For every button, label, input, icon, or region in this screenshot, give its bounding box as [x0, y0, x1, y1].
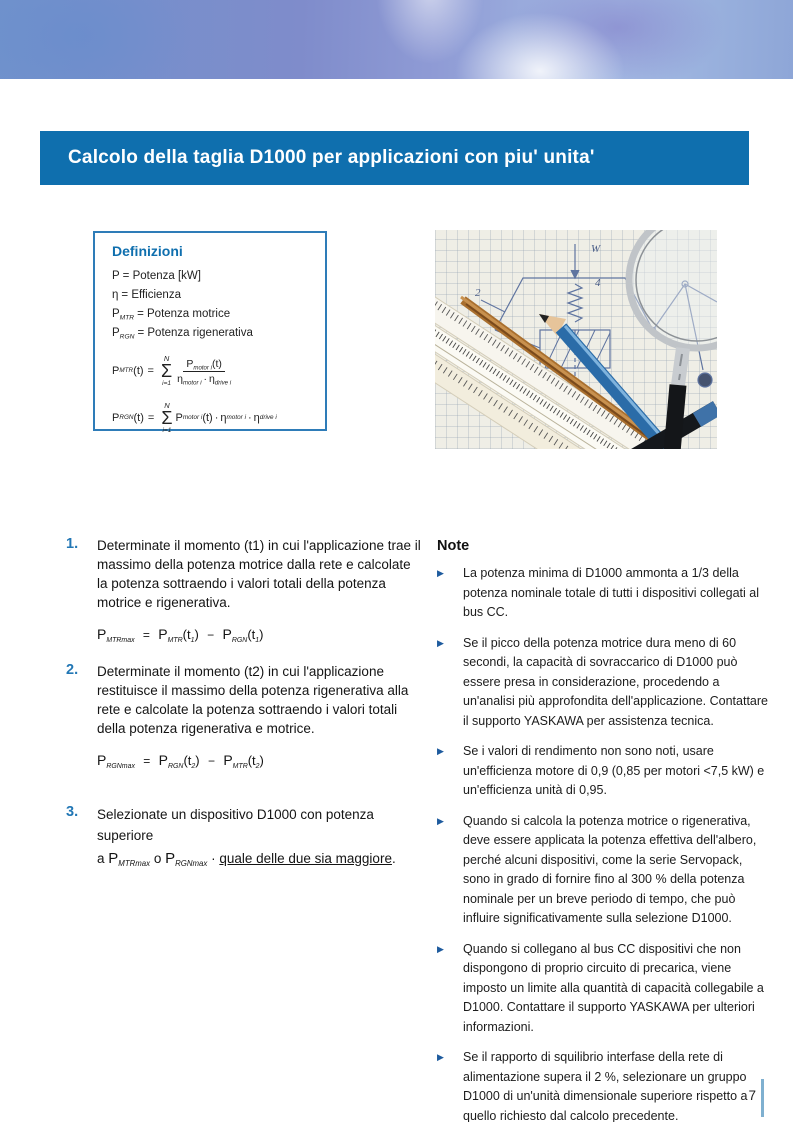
definitions-box: [93, 231, 327, 434]
triangle-bullet-icon: ▶: [437, 637, 444, 648]
definition-line: P = Potenza [kW]: [112, 270, 201, 282]
step-text: Selezionate un dispositivo D1000 con potenza superiore: [97, 807, 374, 843]
note-item: [437, 1048, 769, 1122]
page-number: 7: [748, 1088, 756, 1103]
triangle-bullet-icon: ▶: [437, 568, 444, 578]
step-number: 2.: [66, 662, 79, 678]
note-text: La potenza minima di D1000 ammonta a 1/3 della potenza nominale totale di tutti i dispositivi collegati al bus CC.: [463, 566, 760, 619]
step-item-2: [66, 662, 422, 771]
step-item-3: [66, 804, 422, 869]
triangle-bullet-icon: ▶: [437, 746, 444, 756]
svg-text:W: W: [591, 243, 601, 255]
triangle-bullet-icon: ▶: [437, 815, 444, 826]
step-text: Determinate il momento (t1) in cui l'applicazione trae il massimo della potenza motrice dalla rete e calcolate la potenza sottraendo i valori totali della potenza motrice e rigenerativa.: [97, 538, 421, 610]
definitions-title: Definizioni: [112, 243, 183, 259]
note-text: Se i valori di rendimento non sono noti, usare un'efficienza motore di 0,9 (0,85 per motori <7,5 kW) e un'efficienza unità di 0,95.: [463, 744, 765, 797]
notes-title: Note: [437, 538, 470, 554]
note-item: [437, 634, 769, 732]
note-text: Se il rapporto di squilibrio interfase della rete di alimentazione supera il 2 %, selezionare un gruppo D1000 di un'unità dimensionale superiore rispetto a quello richiesto dal calcolo precedente.: [463, 1050, 748, 1122]
step-formula: $P_{MTRmax} = P_{MTR}(t_1) - P_{RGN}(t_1)$: [97, 626, 264, 644]
svg-text:2: 2: [475, 287, 481, 299]
summation-symbol: N Σ i=1: [160, 353, 173, 387]
sketch-photo: [435, 230, 717, 449]
page-title-bar: [40, 131, 749, 185]
step-number: 3.: [66, 804, 79, 820]
fraction: $\frac{P_{motor i}(t)}{\eta_{motor i} \cdot \eta_{drive i}}$: [177, 357, 232, 386]
underlined-phrase: quale delle due sia maggiore: [219, 851, 392, 866]
step-formula: $P_{RGNmax} = P_{RGN}(t_2) - P_{MTR}(t_2)$: [97, 752, 264, 770]
notes-section: [437, 538, 769, 1122]
summation-symbol: N Σ i=1: [161, 400, 173, 434]
step-text-formula-line: a $P_{MTRmax}$ o $P_{RGNmax}$ · quale delle due sia maggiore.: [97, 850, 396, 869]
sketch-annotations: [475, 243, 601, 328]
note-text: Se il picco della potenza motrice dura meno di 60 secondi, la capacità di sovraccarico di D1000 può essere presa in considerazione, procedendo a un'analisi più approfondita dell'applicazione. Contattare il supporto YASKAWA per assistenza tecnica.: [463, 635, 768, 728]
note-item: [437, 812, 769, 929]
footer-accent-bar: [761, 1079, 764, 1117]
step-number: 1.: [66, 536, 79, 552]
definition-line: η = Efficienza: [112, 289, 181, 301]
formula-pmtr: P MTR (t) = N Σ i=1 $\frac{P_{motor i}(t)}{\eta_{motor i} \cdot \eta_{drive i}}$: [112, 353, 232, 387]
note-item: [437, 940, 769, 1038]
definition-line: $P_{RGN}$ = Potenza rigenerativa: [112, 327, 253, 341]
formula-prgn: P RGN (t) = N Σ i=1 P motor i (t) · η motor i · η drive i: [112, 400, 277, 434]
page-title: Calcolo della taglia D1000 per applicazioni con piu' unita': [68, 147, 595, 168]
note-text: Quando si collegano al bus CC dispositivi che non dispongono di proprio circuito di precarica, viene imposto un limite alla quantità di capacità collegabile a D1000. Contattare il supporto YASKAWA per ulteriori informazioni.: [463, 941, 764, 1034]
triangle-bullet-icon: ▶: [437, 1052, 444, 1062]
definition-line: $P_{MTR}$ = Potenza motrice: [112, 308, 231, 322]
triangle-bullet-icon: ▶: [437, 943, 444, 954]
decorative-header-band: [0, 0, 793, 79]
step-text: Determinate il momento (t2) in cui l'applicazione restituisce il massimo della potenza rigenerativa alla rete e calcolate la potenza sottraendo i valori totali della potenza rigenerativa e motrice.: [97, 664, 409, 736]
note-item: [437, 564, 769, 623]
note-item: [437, 742, 769, 801]
note-text: Quando si calcola la potenza motrice o rigenerativa, deve essere applicata la potenza effettiva dell'albero, perché alcuni dispositivi, come la serie Servopack, sono in grado di fornire fino al 300 % della potenza nominale per un breve periodo di tempo, che può influire significativamente sulla selezione D1000.: [463, 813, 757, 925]
sketch-photo-illustration: [435, 230, 717, 449]
step-item-1: [66, 536, 422, 645]
svg-text:4: 4: [595, 277, 601, 289]
